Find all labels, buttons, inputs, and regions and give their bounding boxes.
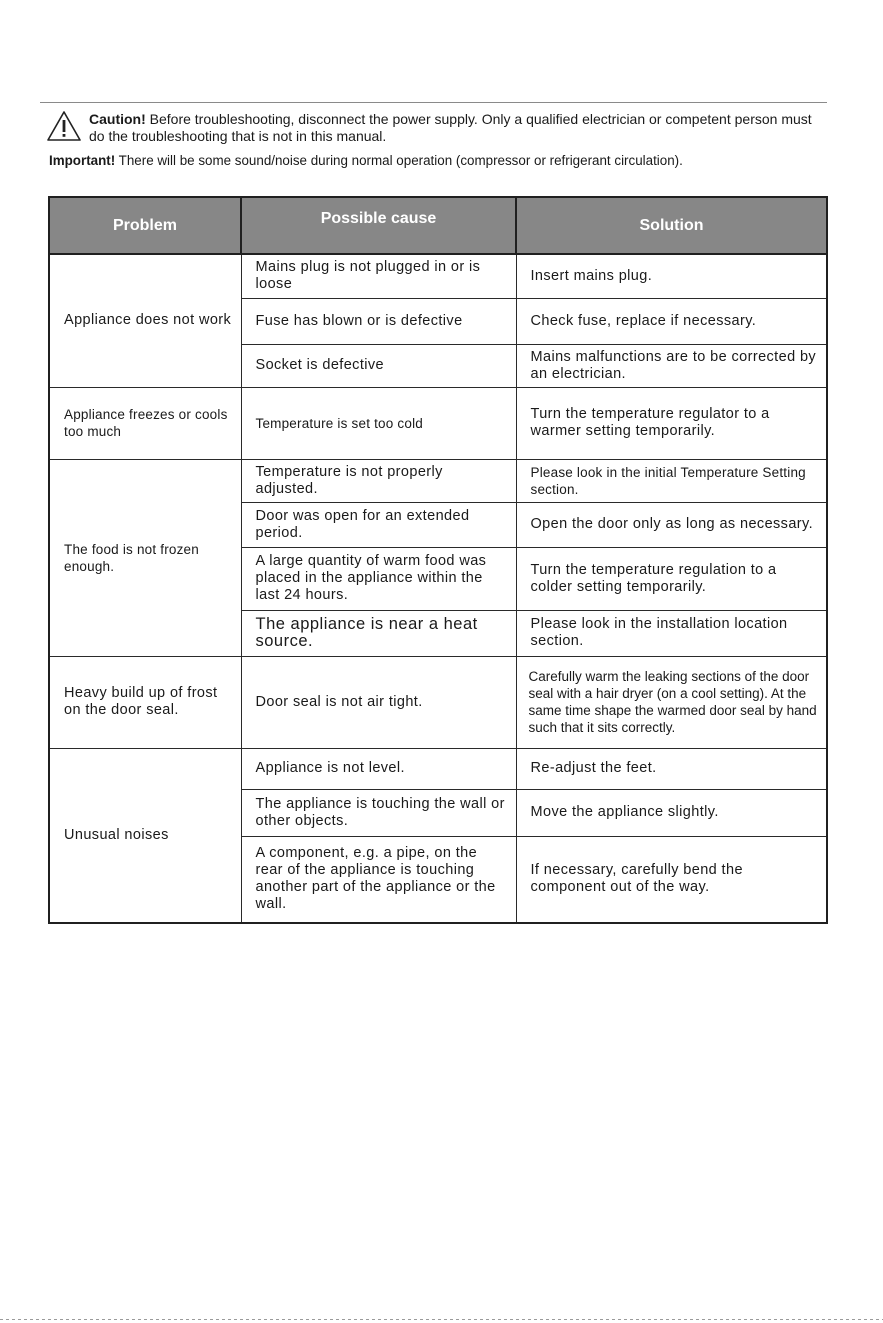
problem-cell: Unusual noises [49, 748, 241, 923]
troubleshooting-table [48, 196, 828, 924]
solution-cell: Re-adjust the feet. [516, 748, 827, 789]
solution-cell: Turn the temperature regulator to a warmer setting temporarily. [516, 387, 827, 459]
caution-text [89, 111, 829, 145]
important-body: There will be some sound/noise during normal operation (compressor or refrigerant circulation). [115, 153, 683, 168]
header-problem: Problem [49, 197, 241, 254]
cause-cell: The appliance is near a heat source. [241, 610, 516, 656]
cause-cell: Door was open for an extended period. [241, 502, 516, 547]
cause-cell: Temperature is not properly adjusted. [241, 459, 516, 502]
table-row [49, 387, 827, 459]
page-bottom-dashed-edge [0, 1319, 883, 1320]
cause-cell: Fuse has blown or is defective [241, 298, 516, 344]
solution-cell: If necessary, carefully bend the component out of the way. [516, 836, 827, 923]
problem-cell: The food is not frozen enough. [49, 459, 241, 656]
cause-cell: Temperature is set too cold [241, 387, 516, 459]
solution-cell: Please look in the installation location section. [516, 610, 827, 656]
important-notice [49, 152, 849, 169]
cause-cell: A component, e.g. a pipe, on the rear of the appliance is touching another part of the appliance or the wall. [241, 836, 516, 923]
cause-cell: Mains plug is not plugged in or is loose [241, 254, 516, 298]
solution-cell: Insert mains plug. [516, 254, 827, 298]
cause-cell: Socket is defective [241, 344, 516, 387]
problem-cell: Heavy build up of frost on the door seal. [49, 656, 241, 748]
header-divider [40, 102, 827, 103]
cause-cell: The appliance is touching the wall or other objects. [241, 789, 516, 836]
solution-cell: Mains malfunctions are to be corrected by an electrician. [516, 344, 827, 387]
cause-cell: Door seal is not air tight. [241, 656, 516, 748]
important-label: Important! [49, 153, 116, 168]
table-row [49, 459, 827, 502]
solution-cell: Please look in the initial Temperature Setting section. [516, 459, 827, 502]
warning-triangle-icon [46, 110, 82, 142]
header-solution: Solution [516, 197, 827, 254]
problem-cell: Appliance freezes or cools too much [49, 387, 241, 459]
table-row [49, 748, 827, 789]
solution-cell: Turn the temperature regulation to a colder setting temporarily. [516, 547, 827, 610]
problem-cell: Appliance does not work [49, 254, 241, 387]
cause-cell: Appliance is not level. [241, 748, 516, 789]
cause-cell: A large quantity of warm food was placed in the appliance within the last 24 hours. [241, 547, 516, 610]
header-possible-cause: Possible cause [241, 197, 516, 254]
table-row [49, 656, 827, 748]
solution-cell: Check fuse, replace if necessary. [516, 298, 827, 344]
caution-label: Caution! [89, 111, 146, 127]
solution-cell: Carefully warm the leaking sections of the door seal with a hair dryer (on a cool setting). At the same time shape the warmed door seal by hand such that it sits correctly. [516, 656, 827, 748]
solution-cell: Move the appliance slightly. [516, 789, 827, 836]
solution-cell: Open the door only as long as necessary. [516, 502, 827, 547]
caution-body: Before troubleshooting, disconnect the power supply. Only a qualified electrician or competent person must do the troubleshooting that is not in this manual. [89, 111, 812, 144]
table-header-row [49, 197, 827, 254]
table-row [49, 254, 827, 298]
troubleshooting-table-wrapper [48, 196, 826, 913]
